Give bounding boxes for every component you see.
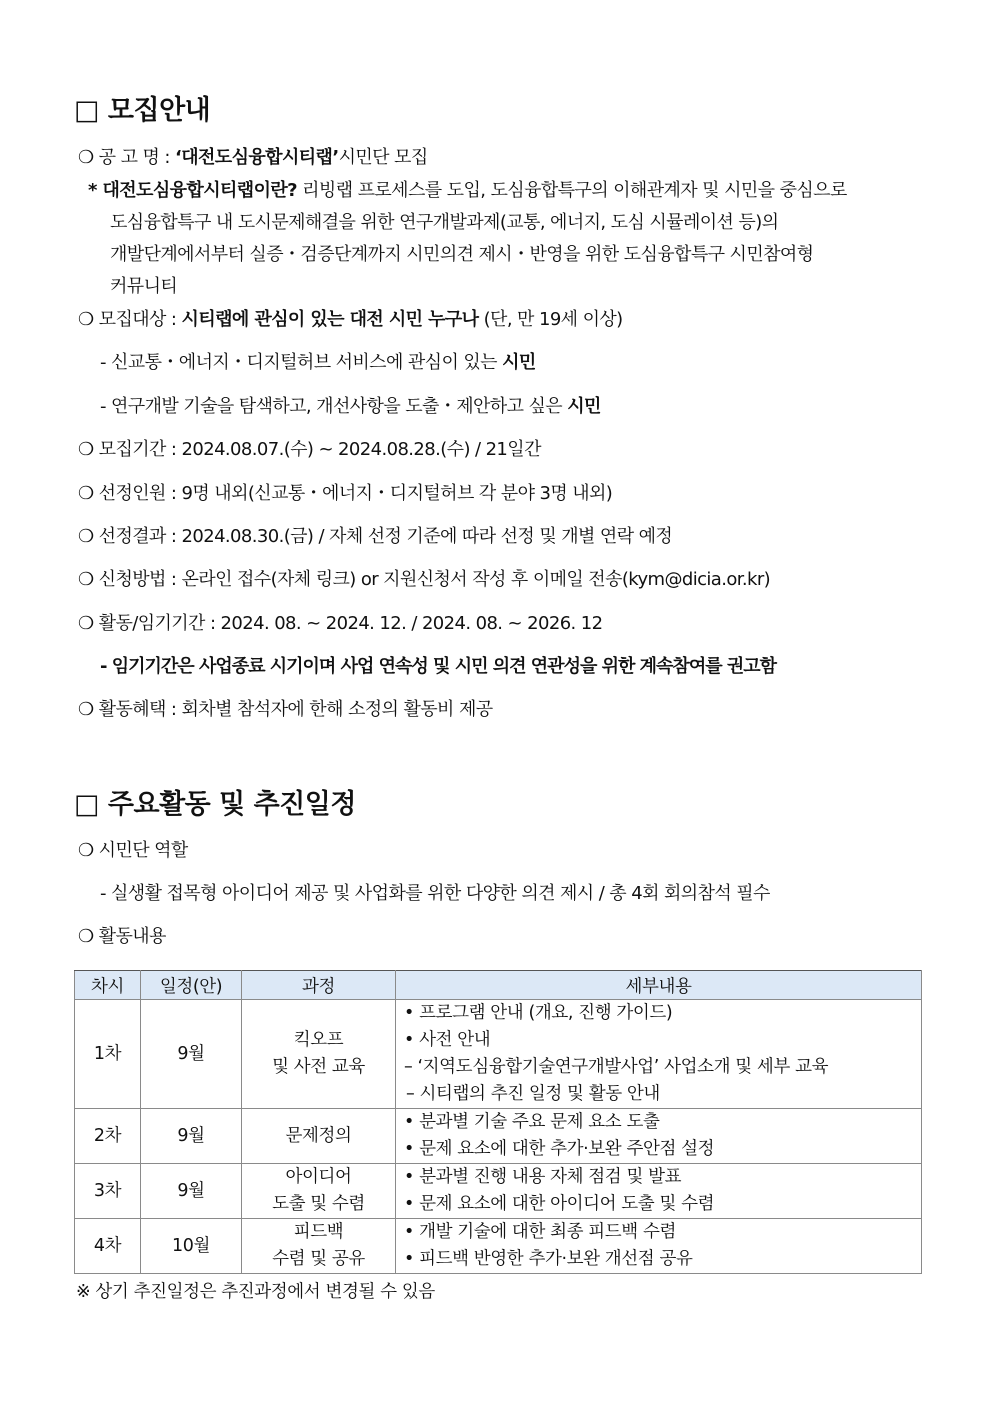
course-cell [242, 1164, 396, 1219]
notice-name-line [78, 146, 428, 170]
detail-line: • 문제 요소에 대한 추가·보완 주안점 설정 [404, 1139, 715, 1159]
course-cell [242, 1219, 396, 1274]
detail-line: – 시티랩의 추진 일정 및 활동 안내 [406, 1084, 660, 1104]
details-cell [396, 1109, 922, 1164]
definition-line-4: 커뮤니티 [110, 276, 178, 297]
course-line: 및 사전 교육 [272, 1057, 365, 1077]
session-cell: 3차 [75, 1164, 141, 1219]
details-cell [396, 1164, 922, 1219]
course-cell [242, 1109, 396, 1164]
recruitment-period: ❍ 모집기간 : 2024.08.07.(수) ~ 2024.08.28.(수) / 21일간 [78, 439, 541, 460]
target-sub-2-text: - 연구개발 기술을 탐색하고, 개선사항을 도출・제안하고 싶은 [100, 396, 568, 417]
role-detail: - 실생활 접목형 아이디어 제공 및 사업화를 위한 다양한 의견 제시 / 총 4회 회의참석 필수 [100, 883, 770, 904]
selection-result: ❍ 선정결과 : 2024.08.30.(금) / 자체 선정 기준에 따라 선정 및 개별 연락 예정 [78, 526, 673, 547]
details-cell [396, 1219, 922, 1274]
role-label: ❍ 시민단 역할 [78, 840, 188, 861]
section-title-recruitment: □ 모집안내 [74, 95, 211, 126]
target-sub-2-bold: 시민 [567, 396, 601, 417]
course-line: 문제정의 [285, 1125, 352, 1146]
course-line: 피드백 [293, 1222, 344, 1242]
table-header-row [75, 971, 922, 1000]
schedule-footnote: ※ 상기 추진일정은 추진과정에서 변경될 수 있음 [76, 1282, 435, 1302]
session-cell: 2차 [75, 1109, 141, 1164]
target-bold: 시티랩에 관심이 있는 대전 시민 누구나 [181, 309, 479, 330]
detail-line: • 문제 요소에 대한 아이디어 도출 및 수렴 [404, 1194, 715, 1214]
table-row [75, 1164, 922, 1219]
table-row [75, 1109, 922, 1164]
activity-period: ❍ 활동/임기기간 : 2024. 08. ~ 2024. 12. / 2024. 08. ~ 2026. 12 [78, 613, 603, 634]
definition-term: 대전도심융합시티랩이란? [102, 180, 297, 201]
activity-period-note: - 임기기간은 사업종료 시기이며 사업 연속성 및 시민 의견 연관성을 위한 계속참여를 권고함 [100, 656, 777, 677]
detail-line: • 사전 안내 [404, 1030, 491, 1050]
schedule-cell: 9월 [141, 1164, 242, 1219]
schedule-cell: 9월 [141, 1000, 242, 1109]
course-line: 킥오프 [293, 1030, 344, 1050]
header-course: 과정 [242, 971, 396, 1000]
course-line: 수렴 및 공유 [272, 1249, 365, 1269]
schedule-table [74, 970, 922, 1274]
notice-name: ‘대전도심융합시티랩’ [174, 147, 339, 168]
target-sub-1-text: - 신교통・에너지・디지털허브 서비스에 관심이 있는 [100, 352, 503, 373]
table-row [75, 1219, 922, 1274]
activity-benefit: ❍ 활동혜택 : 회차별 참석자에 한해 소정의 활동비 제공 [78, 699, 493, 720]
definition-text-1: 리빙랩 프로세스를 도입, 도심융합특구의 이해관계자 및 시민을 중심으로 [297, 180, 847, 201]
course-cell [242, 1000, 396, 1109]
session-cell: 1차 [75, 1000, 141, 1109]
apply-method: ❍ 신청방법 : 온라인 접수(자체 링크) or 지원신청서 작성 후 이메일 전송(kym@dicia.or.kr) [78, 569, 771, 590]
notice-label: ❍ 공 고 명 : [78, 147, 175, 168]
detail-line: • 피드백 반영한 추가·보완 개선점 공유 [404, 1249, 693, 1269]
header-schedule: 일정(안) [141, 971, 242, 1000]
schedule-cell: 10월 [141, 1219, 242, 1274]
schedule-cell: 9월 [141, 1109, 242, 1164]
definition-marker: * [88, 180, 103, 201]
activity-label: ❍ 활동내용 [78, 926, 166, 947]
notice-suffix: 시민단 모집 [338, 147, 428, 168]
session-cell: 4차 [75, 1219, 141, 1274]
target-sub-1-bold: 시민 [502, 352, 536, 373]
header-details: 세부내용 [396, 971, 922, 1000]
target-line [78, 308, 623, 332]
detail-line: – ‘지역도심융합기술연구개발사업’ 사업소개 및 세부 교육 [404, 1057, 829, 1077]
target-label: ❍ 모집대상 : [78, 309, 182, 330]
course-line: 아이디어 [285, 1167, 352, 1187]
table-row [75, 1000, 922, 1109]
detail-line: • 프로그램 안내 (개요, 진행 가이드) [404, 1003, 673, 1023]
detail-line: • 분과별 기술 주요 문제 요소 도출 [404, 1112, 660, 1132]
definition-line-1 [88, 179, 847, 203]
target-sub-1 [100, 351, 536, 375]
detail-line: • 개발 기술에 대한 최종 피드백 수렴 [404, 1222, 676, 1242]
header-session: 차시 [75, 971, 141, 1000]
definition-line-3: 개발단계에서부터 실증・검증단계까지 시민의견 제시・반영을 위한 도심융합특구 시민참여형 [110, 244, 814, 265]
target-suffix: (단, 만 19세 이상) [478, 309, 623, 330]
target-sub-2 [100, 395, 601, 419]
selection-count: ❍ 선정인원 : 9명 내외(신교통・에너지・디지털허브 각 분야 3명 내외) [78, 483, 613, 504]
course-line: 도출 및 수렴 [272, 1194, 365, 1214]
detail-line: • 분과별 진행 내용 자체 점검 및 발표 [404, 1167, 682, 1187]
details-cell [396, 1000, 922, 1109]
definition-line-2: 도심융합특구 내 도시문제해결을 위한 연구개발과제(교통, 에너지, 도심 시뮬레이션 등)의 [110, 212, 779, 233]
section-title-activities: □ 주요활동 및 추진일정 [74, 789, 356, 820]
